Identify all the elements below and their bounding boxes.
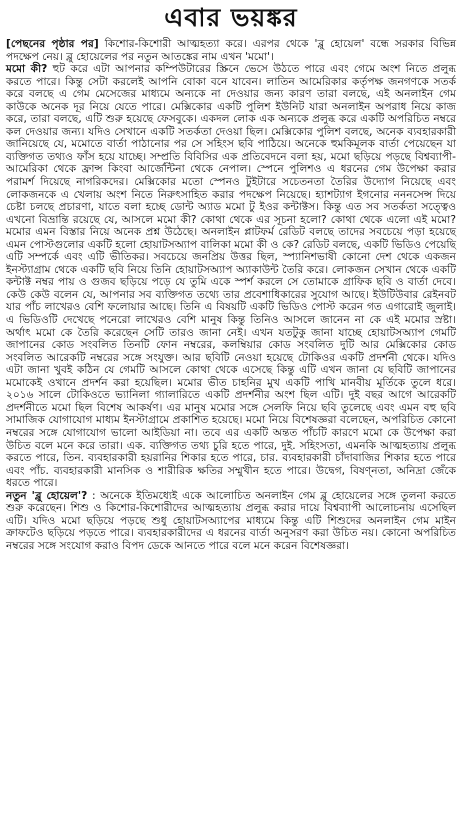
continuation-tag: [পেছনের পৃষ্ঠার পর] (6, 38, 99, 50)
article-page (0, 2, 462, 830)
blue-whale-text: : অনেকে ইতিমধ্যেই একে আলোচিত অনলাইন গেম ব্লু হোয়েলের সঙ্গে তুলনা করতে শুরু করেছেন। শিশু ও কিশোর-কিশোরীদের আত্মহত্যায় প্রলুব্ধ করার দায়ে বিশ্বব্যাপী আলোচনায় এসেছিল এটি। যদিও মমো ছড়িয়ে পড়ছে শুধু হোয়াটসঅ্যাপের মাধ্যমে কিন্তু এটি শিশুদের অনলাইন গেম মাইন ক্রাফটেও ছড়িয়ে পড়তে পারে। ব্যবহারকারীদের এ ধরনের বার্তা অনুসরণ করা উচিত নয়। কোনো অপরিচিত নম্বরের সঙ্গে সংযোগ করাও বিপদ ডেকে আনতে পারে বলে মনে করেন বিশেষজ্ঞরা। (6, 489, 456, 552)
article-body (6, 38, 456, 552)
paragraph-momo (6, 63, 456, 490)
intro-text: কিশোর-কিশোরী আত্মহত্যা করে। এরপর থেকে 'ব্লু হোয়েল' বন্ধে সরকার বিভিন্ন পদক্ষেপ নেয়। ব্লু হোয়েলের পর নতুন আতঙ্কের নাম এখন 'মমো'। (6, 38, 457, 63)
subhead-what-is-momo: মমো কী? (6, 63, 48, 76)
paragraph-intro (6, 38, 456, 63)
subhead-new-blue-whale: নতুন 'ব্লু হোয়েল'? (6, 489, 88, 502)
paragraph-blue-whale (6, 490, 456, 553)
momo-text: হুট করে এটা আপনার কম্পিউটারের স্ক্রিনে ভেসে উঠতে পারে এবং গেমে অংশ নিতে প্রলুব্ধ করতে পারে। কিন্তু সেটা করলেই আপনি বোকা বনে যাবেন। লাতিন আমেরিকার কর্তৃপক্ষ জনগণকে সতর্ক করে বলছে এ গেম মেসেজের মাধ্যমে অন্যকে না দেওয়ার জন্য কারণ তারা বলছে, এই অনলাইন গেম কাউকে অনেক দূর নিয়ে যেতে পারে। মেক্সিকোর একটি পুলিশ ইউনিট যারা অনলাইন অপরাধ নিয়ে কাজ করে, তারা বলছে, এটি শুরু হয়েছে ফেসবুকে। একদল লোক এক অন্যকে প্রলুব্ধ করে একটি অপরিচিত নম্বরে কল দেওয়ার জন্য। যদিও সেখানে একটি সতর্কতা দেওয়া ছিল। মেক্সিকোর পুলিশ বলছে, অনেক ব্যবহারকারী জানিয়েছে যে, মমোতে বার্তা পাঠানোর পর সে সহিংস ছবি পাঠিয়ে। অনেকে হুমকিমূলক বার্তা পেয়েছেন যা ব্যক্তিগত তথ্যও ফাঁস হয়ে যাচ্ছে। সম্প্রতি বিবিসির এক প্রতিবেদনে বলা হয়, মমো ছড়িয়ে পড়ছে বিশ্বব্যাপী-আমেরিকা থেকে ফ্রান্স কিংবা আর্জেন্টিনা থেকে নেপাল। স্পেনে পুলিশও এ ধরনের গেম উপেক্ষা করার পরামর্শ দিয়েছে নাগরিকদের। মেক্সিকোর মতো স্পেনও টুইটারে সচেতনতা তৈরির উদ্যোগ নিয়েছে এবং লোকজনকে এ খেলায় অংশ নিতে নিরুৎসাহিত করার পদক্ষেপ নিয়েছে। হ্যাশট্যাগ ইগনোর নননসেন্স দিয়ে চেষ্টা চলছে প্রচারণা, যাতে বলা হচ্ছে ডোন্ট অ্যাড মমো টু ইওর কন্টাক্টস। কিন্তু এত সব সতর্কতা সত্ত্বেও এখনো বিভ্রান্তি রয়েছে যে, আসলে মমো কী? কোথা থেকে এর সূচনা হলো? কোথা থেকে এলো এই মমো? মমোর এমন বিস্তার নিয়ে অনেক প্রশ্ন উঠেছে। অনলাইন প্লাটফর্ম রেডিট বলছে তাদের সবচেয়ে পড়া হয়েছে এমন পোস্টগুলোর একটি হলো হোয়াটসঅ্যাপ বালিকা মমো কী ও কে? রেডিট বলছে, একটি ভিডিও পেয়েছি এটি সম্পর্কে এবং এটি ভীতিকর। সবচেয়ে জনপ্রিয় উত্তর ছিল, স্প্যানিশভাষী কোনো দেশ থেকে একজন ইনস্ট্যাগ্রাম থেকে একটি ছবি নিয়ে তিনি হোয়াটসঅ্যাপ অ্যাকাউন্ট তৈরি করে। লোকজন সেখান থেকে একটি কন্টাক্ট নম্বর পায় ও গুজব ছড়িয়ে পড়ে যে তুমি একে স্পর্শ করলে সে তোমাকে গ্রাফিক ছবি ও বার্তা দেবে। কেউ কেউ বলেন যে, আপনার সব ব্যক্তিগত তথ্যে তার প্রবেশাধিকারের সুযোগ আছে। ইউটিউবার রেইনবট যার পাঁচ লাখেরও বেশি ফলোয়ার আছে। তিনি এ বিষয়টি একটি ভিডিও পোস্ট করেন গত এগারোই জুলাই। এ ভিডিওটি দেখেছে পনেরো লাখেরও বেশি মানুষ কিন্তু তিনিও আসলে জানেন না কে এই মমোর স্রষ্টা। অর্থাৎ মমো কে তৈরি করেছেন সেটি তারও জানা নেই। এখন যতটুকু জানা যাচ্ছে হোয়াটসঅ্যাপ গেমটি জাপানের কোড সংবলিত তিনটি ফোন নম্বরের, কলম্বিয়ার কোড সংবলিত দুটি আর মেক্সিকোর কোড সংবলিত আরেকটি নম্বরের সঙ্গে সংযুক্ত। আর ছবিটি নেওয়া হয়েছে টোকিওর একটি প্রদর্শনী থেকে। যদিও এটা জানা খুবই কঠিন যে গেমটি আসলে কোথা থেকে এসেছে কিন্তু এটি এখন জানা যে ছবিটি জাপানের মমোকেই ওখানে প্রদর্শন করা হয়েছিল। মমোর ভীত চাহনির মুখ একটি পাখি মানবীয় মূর্তিকে তুলে ধরে। ২০১৬ সালে টোকিওতে ভ্যানিলা গ্যালারিতে একটি প্রদর্শনীর অংশ ছিল এটি। দুই বছর আগে আরেকটি প্রদর্শনীতে মমো ছিল বিশেষ আকর্ষণ। এর মানুষ মমোর সঙ্গে সেলফি নিয়ে ছবি তুলেছে এবং এমন বহু ছবি সামাজিক যোগাযোগ মাধ্যম ইনস্টাগ্রামে প্রকাশিত হয়েছে। মমো নিয়ে বিশেষজ্ঞরা বলেছেন, অপরিচিত কোনো নম্বরের সঙ্গে যোগাযোগ ভালো আইডিয়া না। তবে এর একটি অন্তত পাঁচটি কারণে মমো কে উপেক্ষা করা উচিত বলে মনে করে তারা। এক. ব্যক্তিগত তথ্য চুরি হতে পারে, দুই. সহিংসতা, এমনকি আত্মহত্যায় প্রলুব্ধ করতে পারে, তিন. ব্যবহারকারী হয়রানির শিকার হতে পারে, চার. ব্যবহারকারী চাঁদাবাজির শিকার হতে পারে এবং পাঁচ. ব্যবহারকারী মানসিক ও শারীরিক ক্ষতির সম্মুখীন হতে পারে। উদ্বেগ, বিষণ্নতা, অনিদ্রা জেঁকে ধরতে পারে। (6, 63, 457, 490)
headline: এবার ভয়ঙ্কর (164, 3, 298, 32)
